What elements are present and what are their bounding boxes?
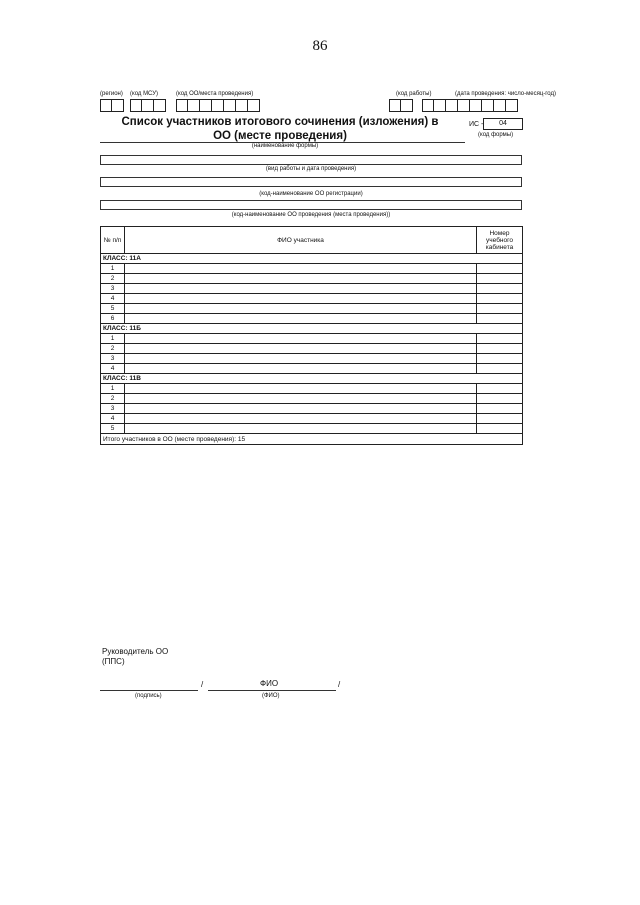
form-code-caption: (код формы) [478,132,514,138]
table-row [101,384,523,394]
form-title-line2: ОО (месте проведения) [213,130,347,142]
participant-name-cell [125,384,477,394]
total-label: Итого участников в ОО (месте проведения): 15 [101,434,523,445]
room-number-cell [477,384,523,394]
row-number: 3 [101,404,125,414]
class-row [101,324,523,334]
row-number: 4 [101,294,125,304]
class-label: КЛАСС: 11Б [101,324,523,334]
table-row [101,364,523,374]
signature-role-line2: (ППС) [102,657,125,666]
room-number-cell [477,404,523,414]
room-number-cell [477,394,523,404]
oo-reg-line [100,177,522,187]
row-number: 2 [101,274,125,284]
class-row [101,254,523,264]
table-row [101,294,523,304]
participant-name-cell [125,284,477,294]
class-label: КЛАСС: 11В [101,374,523,384]
room-number-cell [477,304,523,314]
participant-name-cell [125,354,477,364]
participant-name-cell [125,304,477,314]
room-number-cell [477,354,523,364]
class-row [101,374,523,384]
form-name-caption: (наименование формы) [251,143,319,149]
fio-label: ФИО [260,679,279,688]
table-header-row [101,227,523,254]
room-number-cell [477,264,523,274]
table-row [101,334,523,344]
participant-name-cell [125,404,477,414]
signature-role [102,647,168,667]
participant-name-cell [125,344,477,354]
oo-code-caption: (код ОО/места проведения) [176,91,254,97]
participants-table [100,226,523,445]
form-title-line1: Список участников итогового сочинения (изложения) в [121,116,439,128]
participant-name-cell [125,264,477,274]
participant-name-cell [125,314,477,324]
row-number: 3 [101,284,125,294]
table-row [101,344,523,354]
row-number: 2 [101,394,125,404]
work-caption: (вид работы и дата проведения) [265,166,357,172]
participant-name-cell [125,424,477,434]
oo-code-cells [176,99,260,112]
oo-place-caption: (код-наименование ОО проведения (места проведения)) [231,212,391,218]
participant-name-cell [125,334,477,344]
row-number: 1 [101,334,125,344]
signature-slash-1: / [201,680,204,689]
room-number-cell [477,284,523,294]
class-label: КЛАСС: 11А [101,254,523,264]
signature-line [100,690,198,691]
table-row [101,304,523,314]
table-row [101,404,523,414]
region-caption: (регион) [100,91,123,97]
total-row [101,434,523,445]
work-code-caption: (код работы) [396,91,432,97]
header-name: ФИО участника [125,227,477,254]
work-line [100,155,522,165]
table-row [101,284,523,294]
room-number-cell [477,314,523,324]
room-number-cell [477,344,523,354]
row-number: 5 [101,304,125,314]
form-title [120,115,440,143]
fio-line [208,690,336,691]
room-number-cell [477,424,523,434]
table-row [101,264,523,274]
room-number-cell [477,274,523,284]
date-caption: (дата проведения: число-месяц-год) [455,91,557,97]
row-number: 2 [101,344,125,354]
table-row [101,424,523,434]
row-number: 6 [101,314,125,324]
signature-role-line1: Руководитель ОО [102,647,169,656]
participant-name-cell [125,294,477,304]
room-number-cell [477,414,523,424]
table-row [101,314,523,324]
table-row [101,274,523,284]
room-number-cell [477,294,523,304]
date-cells [422,99,518,112]
oo-place-line [100,200,522,210]
participant-name-cell [125,274,477,284]
page-number: 86 [312,38,328,54]
work-code-cells [389,99,413,112]
signature-slash-2: / [338,680,341,689]
table-row [101,394,523,404]
participant-name-cell [125,364,477,374]
form-label: ИС - [469,121,484,128]
row-number: 1 [101,264,125,274]
row-number: 4 [101,414,125,424]
room-number-cell [477,364,523,374]
row-number: 3 [101,354,125,364]
row-number: 4 [101,364,125,374]
row-number: 1 [101,384,125,394]
oo-reg-caption: (код-наименование ОО регистрации) [259,191,363,197]
form-code-box: 04 [483,118,523,130]
table-row [101,354,523,364]
room-number-cell [477,334,523,344]
participant-name-cell [125,394,477,404]
row-number: 5 [101,424,125,434]
region-cells [100,99,124,112]
sign-caption: (подпись) [135,693,162,699]
participant-name-cell [125,414,477,424]
table-row [101,414,523,424]
header-room: Номер учебного кабинета [477,227,523,254]
header-num: № п/п [101,227,125,254]
msu-caption: (код МСУ) [130,91,159,97]
msu-cells [130,99,166,112]
fio-caption: (ФИО) [262,693,280,699]
